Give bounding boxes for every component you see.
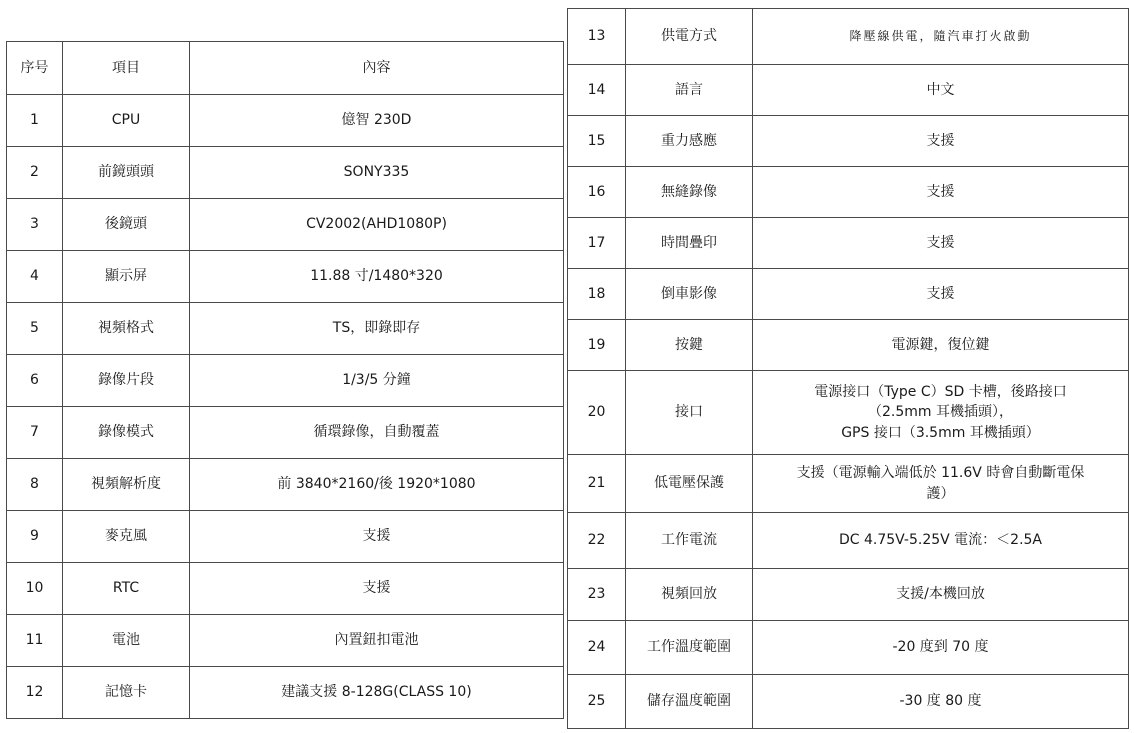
row-item: 錄像模式 [63,407,190,459]
table-row [568,320,1129,371]
row-content: -30 度 80 度 [753,675,1129,729]
row-item: RTC [63,563,190,615]
content-line: GPS 接口（3.5mm 耳機插頭） [841,424,1040,441]
table-row [7,407,564,459]
row-no: 19 [568,320,626,371]
row-no: 20 [568,371,626,455]
row-item: 前鏡頭頭 [63,147,190,199]
table-row [7,147,564,199]
table-row [568,218,1129,269]
row-item: 錄像片段 [63,355,190,407]
table-row [568,371,1129,455]
row-no: 1 [7,95,63,147]
table-row [7,95,564,147]
row-item: 倒車影像 [626,269,753,320]
row-item: 視頻回放 [626,569,753,621]
table-row [568,621,1129,675]
row-no: 17 [568,218,626,269]
row-no: 16 [568,167,626,218]
row-item: 無縫錄像 [626,167,753,218]
spec-table-right [567,8,1129,729]
row-no: 23 [568,569,626,621]
row-content: 前 3840*2160/後 1920*1080 [190,459,564,511]
header-no: 序号 [7,42,63,95]
row-no: 21 [568,455,626,513]
row-item: 視頻格式 [63,303,190,355]
row-no: 25 [568,675,626,729]
row-content: 降壓線供電，隨汽車打火啟動 [753,9,1129,65]
row-item: 按鍵 [626,320,753,371]
header-content: 內容 [190,42,564,95]
row-no: 15 [568,116,626,167]
content-line: （2.5mm 耳機插頭）， [868,404,1013,421]
row-no: 3 [7,199,63,251]
row-item: CPU [63,95,190,147]
row-content: 11.88 寸/1480*320 [190,251,564,303]
table-row [7,355,564,407]
row-content: 支援/本機回放 [753,569,1129,621]
row-no: 11 [7,615,63,667]
row-no: 4 [7,251,63,303]
content-line: 支援（電源輸入端低於 11.6V 時會自動斷電保 [796,465,1085,482]
row-item: 語言 [626,65,753,116]
table-row [7,303,564,355]
row-item: 供電方式 [626,9,753,65]
row-content: CV2002(AHD1080P) [190,199,564,251]
row-content: -20 度到 70 度 [753,621,1129,675]
table-row [7,459,564,511]
table-row [7,667,564,719]
row-no: 24 [568,621,626,675]
row-no: 14 [568,65,626,116]
table-row [7,511,564,563]
spec-table-left [6,41,564,719]
row-no: 6 [7,355,63,407]
table-row [568,569,1129,621]
row-content [753,455,1129,513]
table-row [568,167,1129,218]
row-no: 18 [568,269,626,320]
row-no: 2 [7,147,63,199]
row-no: 9 [7,511,63,563]
row-content: SONY335 [190,147,564,199]
row-item: 記憶卡 [63,667,190,719]
row-content: 電源鍵，復位鍵 [753,320,1129,371]
content-line: 護） [926,485,955,502]
row-content: 內置鈕扣電池 [190,615,564,667]
table-row [568,116,1129,167]
row-no: 8 [7,459,63,511]
table-row [568,455,1129,513]
row-item: 低電壓保護 [626,455,753,513]
row-content: 中文 [753,65,1129,116]
row-content: 建議支援 8-128G(CLASS 10) [190,667,564,719]
row-item: 接口 [626,371,753,455]
row-item: 時間疊印 [626,218,753,269]
row-content: 循環錄像，自動覆蓋 [190,407,564,459]
row-item: 工作電流 [626,513,753,569]
row-item: 工作溫度範圍 [626,621,753,675]
row-no: 12 [7,667,63,719]
table-row [7,615,564,667]
row-content: 支援 [190,511,564,563]
row-content: 億智 230D [190,95,564,147]
table-row [568,9,1129,65]
table-header-row [7,42,564,95]
row-no: 13 [568,9,626,65]
row-content: 1/3/5 分鐘 [190,355,564,407]
row-content: 支援 [753,269,1129,320]
row-no: 7 [7,407,63,459]
row-item: 重力感應 [626,116,753,167]
row-item: 視頻解析度 [63,459,190,511]
table-row [7,199,564,251]
row-content: 支援 [753,167,1129,218]
row-no: 5 [7,303,63,355]
content-line: 電源接口（Type C）SD 卡槽，後路接口 [814,384,1067,401]
row-no: 22 [568,513,626,569]
table-row [568,675,1129,729]
row-content: 支援 [753,218,1129,269]
row-item: 電池 [63,615,190,667]
row-item: 儲存溫度範圍 [626,675,753,729]
table-row [568,269,1129,320]
table-row [568,65,1129,116]
table-row [7,251,564,303]
row-item: 後鏡頭 [63,199,190,251]
row-content: 支援 [753,116,1129,167]
row-item: 麥克風 [63,511,190,563]
header-item: 項目 [63,42,190,95]
row-item: 顯示屏 [63,251,190,303]
row-content: DC 4.75V-5.25V 電流：＜2.5A [753,513,1129,569]
table-row [568,513,1129,569]
row-content: 支援 [190,563,564,615]
row-no: 10 [7,563,63,615]
row-content [753,371,1129,455]
row-content: TS，即錄即存 [190,303,564,355]
table-row [7,563,564,615]
